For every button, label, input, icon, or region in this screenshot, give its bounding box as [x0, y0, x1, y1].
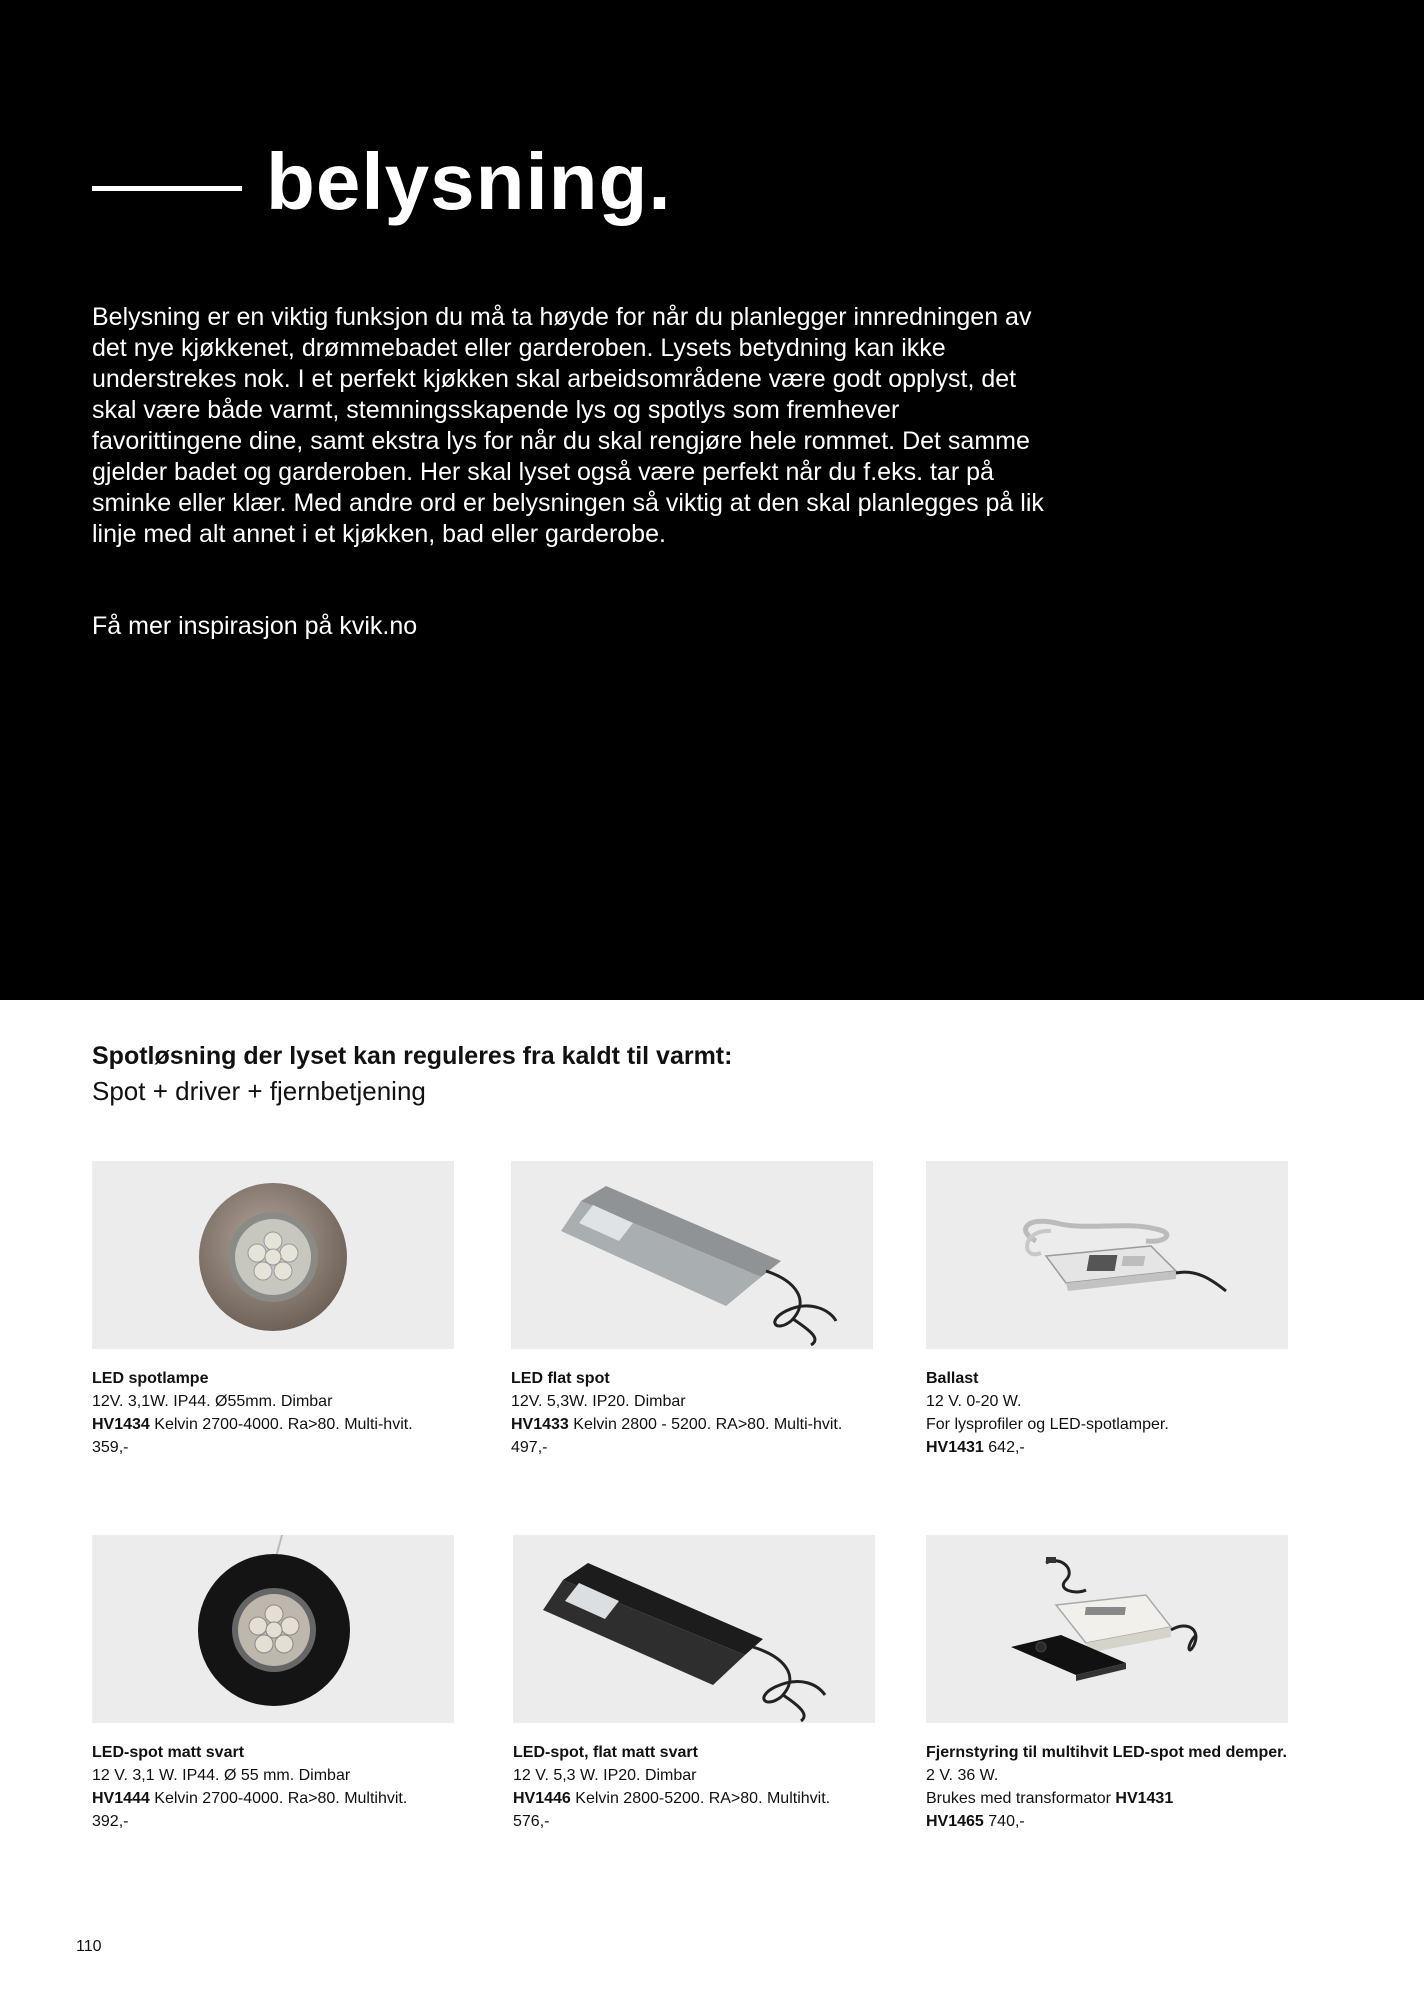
section-subheading: Spot + driver + fjernbetjening [92, 1076, 426, 1106]
product-card[interactable] [92, 1535, 454, 1833]
product-name: LED flat spot [511, 1370, 610, 1387]
product-name: Ballast [926, 1370, 979, 1387]
round-spotlight-black-icon [92, 1535, 454, 1723]
product-name: LED-spot, flat matt svart [513, 1744, 698, 1761]
inspiration-link[interactable]: Få mer inspirasjon på kvik.no [92, 612, 418, 640]
product-detail: Kelvin 2700-4000. Ra>80. Multi-hvit. [149, 1416, 413, 1433]
product-info [92, 1367, 454, 1459]
product-name: LED spotlampe [92, 1370, 209, 1387]
round-spotlight-icon [92, 1161, 454, 1349]
product-code: HV1434 [92, 1416, 150, 1433]
product-spec: 12 V. 0-20 W. [926, 1393, 1022, 1410]
product-card[interactable] [926, 1535, 1288, 1833]
product-code: HV1446 [513, 1790, 571, 1807]
flat-spot-icon [511, 1161, 873, 1349]
product-price: 642,- [988, 1439, 1025, 1456]
product-spec: 12V. 5,3W. IP20. Dimbar [511, 1393, 686, 1410]
flat-spot-black-icon [513, 1535, 875, 1723]
product-spec: 12V. 3,1W. IP44. Ø55mm. Dimbar [92, 1393, 333, 1410]
product-code-price [926, 1436, 1288, 1459]
product-spec: 12 V. 3,1 W. IP44. Ø 55 mm. Dimbar [92, 1767, 351, 1784]
product-price: 359,- [92, 1439, 129, 1456]
section-heading: Spotløsning der lyset kan reguleres fra kaldt til varmt: [92, 1042, 733, 1070]
product-info [511, 1367, 873, 1459]
page-title-text: belysning. [266, 137, 672, 226]
product-card[interactable] [92, 1161, 454, 1459]
product-extra: For lysprofiler og LED-spotlamper. [926, 1416, 1169, 1433]
product-info [926, 1741, 1288, 1833]
product-detail: Kelvin 2800-5200. RA>80. Multihvit. [570, 1790, 831, 1807]
product-code: HV1433 [511, 1416, 569, 1433]
product-name: LED-spot matt svart [92, 1744, 245, 1761]
product-price: 497,- [511, 1439, 548, 1456]
product-code: HV1431 [926, 1439, 984, 1456]
product-detail-line [513, 1787, 875, 1810]
product-spec: 2 V. 36 W. [926, 1767, 999, 1784]
product-detail-line [511, 1413, 873, 1436]
driver-box-icon [926, 1161, 1288, 1349]
product-card[interactable] [513, 1535, 875, 1833]
remote-control-icon [926, 1535, 1288, 1723]
product-info [926, 1367, 1288, 1459]
product-info [92, 1741, 454, 1833]
product-detail: Kelvin 2700-4000. Ra>80. Multihvit. [149, 1790, 408, 1807]
product-detail: Kelvin 2800 - 5200. RA>80. Multi-hvit. [568, 1416, 843, 1433]
product-card[interactable] [926, 1161, 1288, 1459]
product-name: Fjernstyring til multihvit LED-spot med demper. [926, 1744, 1287, 1761]
product-extra: Brukes med transformator [926, 1790, 1116, 1807]
page-title [92, 137, 672, 226]
product-code-price [926, 1810, 1288, 1833]
product-spec: 12 V. 5,3 W. IP20. Dimbar [513, 1767, 697, 1784]
product-extra-line [926, 1787, 1288, 1810]
product-price: 392,- [92, 1813, 129, 1830]
intro-paragraph: Belysning er en viktig funksjon du må ta høyde for når du planlegger innredningen av det nye kjøkkenet, drømmebadet eller garderoben. Lysets betydning kan ikke understrekes nok. I et perfekt kjøkken skal arbeidsområdene være godt opplyst, det skal være både varmt, stemningsskapende lys og spotlys som fremhever favorittingene dine, samt ekstra lys for når du skal rengjøre hele rommet. Det samme gjelder badet og garderoben. Her skal lyset også være perfekt når du f.eks. tar på sminke eller klær. Med andre ord er belysningen så viktig at den skal planlegges på lik linje med alt annet i et kjøkken, bad eller garderobe. [92, 303, 1044, 548]
product-price: 740,- [988, 1813, 1025, 1830]
product-detail-line [92, 1413, 454, 1436]
product-code: HV1465 [926, 1813, 984, 1830]
title-rule [92, 186, 242, 191]
product-detail-line [92, 1787, 454, 1810]
product-code: HV1444 [92, 1790, 150, 1807]
product-info [513, 1741, 875, 1833]
product-price: 576,- [513, 1813, 550, 1830]
page-number: 110 [76, 1938, 102, 1955]
product-card[interactable] [511, 1161, 873, 1459]
product-extra-code: HV1431 [1115, 1790, 1174, 1807]
